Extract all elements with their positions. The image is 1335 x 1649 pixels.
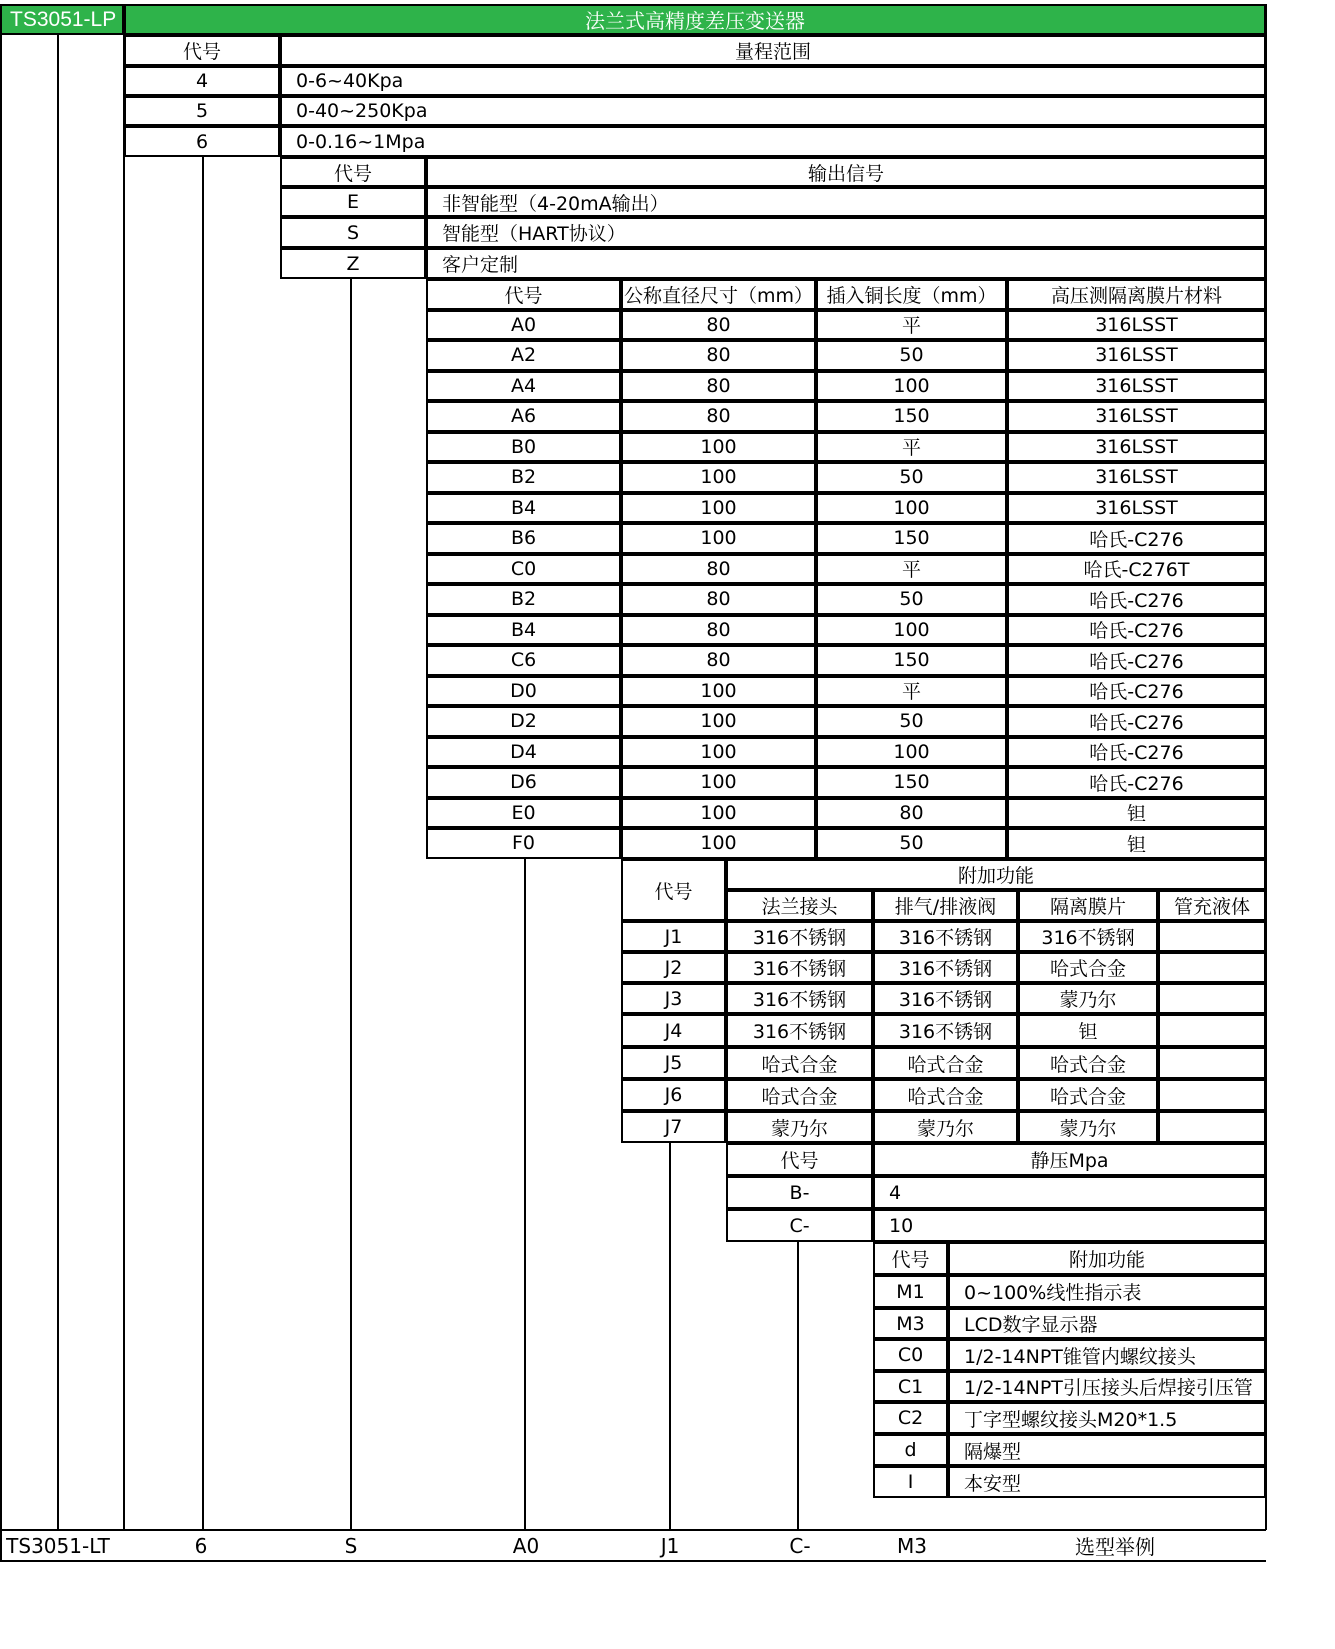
material-value-cell: 316不锈钢 (873, 1014, 1018, 1047)
flange-value-cell: 50 (816, 340, 1007, 371)
flange-value-cell: 80 (621, 401, 816, 432)
page-title: 法兰式高精度差压变送器 (124, 4, 1266, 35)
flange-value-cell: 50 (816, 584, 1007, 615)
connector-line-6 (669, 1143, 671, 1530)
pressure-value-cell: 4 (873, 1176, 1266, 1209)
extra-value-cell: 本安型 (948, 1466, 1266, 1498)
connector-line-4 (350, 279, 352, 1530)
frame-right-line (1265, 4, 1267, 1530)
flange-value-cell: 100 (816, 615, 1007, 646)
flange-value-cell: 哈氏-C276 (1007, 767, 1266, 798)
material-value-cell: 316不锈钢 (726, 921, 873, 952)
flange-value-cell: 100 (621, 737, 816, 768)
flange-code-cell: B6 (426, 523, 621, 554)
material-code-cell: J2 (621, 952, 726, 983)
flange-value-cell: 100 (621, 828, 816, 859)
flange-value-cell: 100 (816, 371, 1007, 402)
connector-line-1 (57, 35, 59, 1530)
example-code-1: TS3051-LT (6, 1533, 110, 1558)
pressure-code-header: 代号 (726, 1143, 873, 1176)
extra-value-cell: 丁字型螺纹接头M20*1.5 (948, 1402, 1266, 1434)
output-value-cell: 客户定制 (426, 248, 1266, 279)
flange-value-cell: 150 (816, 767, 1007, 798)
output-code-header: 代号 (280, 157, 426, 187)
material-value-cell: 哈式合金 (726, 1047, 873, 1079)
flange-value-cell: 平 (816, 310, 1007, 341)
flange-value-cell: 80 (621, 310, 816, 341)
material-value-cell (1158, 952, 1266, 983)
flange-value-cell: 316LSST (1007, 310, 1266, 341)
range-value-cell: 0-0.16~1Mpa (280, 126, 1266, 157)
flange-value-cell: 哈氏-C276 (1007, 584, 1266, 615)
flange-value-cell: 50 (816, 828, 1007, 859)
flange-value-cell: 50 (816, 462, 1007, 493)
flange-code-cell: D6 (426, 767, 621, 798)
example-code-7: M3 (897, 1533, 927, 1558)
range-value-cell: 0-40~250Kpa (280, 96, 1266, 126)
flange-value-cell: 80 (621, 371, 816, 402)
material-value-cell (1158, 1111, 1266, 1143)
pressure-value-cell: 10 (873, 1209, 1266, 1242)
material-header-cell: 法兰接头 (726, 890, 873, 921)
flange-value-cell: 100 (621, 432, 816, 463)
output-value-cell: 智能型（HART协议） (426, 217, 1266, 248)
range-code-header: 代号 (124, 35, 280, 66)
flange-value-cell: 平 (816, 676, 1007, 707)
material-value-cell: 蒙乃尔 (873, 1111, 1018, 1143)
model-code-label: TS3051-LP (0, 4, 124, 35)
flange-code-cell: A6 (426, 401, 621, 432)
flange-value-cell: 哈氏-C276 (1007, 615, 1266, 646)
flange-header-cell: 公称直径尺寸（mm） (621, 279, 816, 310)
material-code-cell: J5 (621, 1047, 726, 1079)
example-code-3: S (344, 1533, 358, 1558)
range-code-cell: 5 (124, 96, 280, 126)
flange-value-cell: 100 (621, 798, 816, 829)
extra-code-cell: d (873, 1434, 948, 1466)
output-code-cell: S (280, 217, 426, 248)
flange-header-cell: 高压测隔离膜片材料 (1007, 279, 1266, 310)
material-value-cell: 哈式合金 (873, 1079, 1018, 1111)
flange-code-cell: D2 (426, 706, 621, 737)
example-code-4: A0 (512, 1533, 540, 1558)
material-value-cell: 316不锈钢 (873, 952, 1018, 983)
flange-value-cell: 150 (816, 523, 1007, 554)
flange-value-cell: 哈氏-C276 (1007, 706, 1266, 737)
material-value-cell: 钽 (1018, 1014, 1158, 1047)
flange-value-cell: 316LSST (1007, 493, 1266, 524)
material-value-cell: 316不锈钢 (726, 983, 873, 1014)
connector-line-7 (797, 1242, 799, 1530)
flange-value-cell: 平 (816, 554, 1007, 585)
example-code-6: C- (789, 1533, 811, 1558)
connector-line-2 (123, 35, 125, 1530)
flange-value-cell: 100 (621, 493, 816, 524)
extra-value-cell: 0~100%线性指示表 (948, 1275, 1266, 1308)
extra-header: 附加功能 (948, 1242, 1266, 1275)
pressure-code-cell: C- (726, 1209, 873, 1242)
flange-value-cell: 150 (816, 401, 1007, 432)
flange-value-cell: 100 (816, 737, 1007, 768)
flange-code-cell: D0 (426, 676, 621, 707)
connector-line-5 (524, 859, 526, 1531)
flange-value-cell: 316LSST (1007, 340, 1266, 371)
range-code-cell: 4 (124, 66, 280, 96)
material-value-cell: 316不锈钢 (726, 952, 873, 983)
flange-value-cell: 哈氏-C276 (1007, 645, 1266, 676)
flange-code-cell: C0 (426, 554, 621, 585)
flange-value-cell: 100 (621, 767, 816, 798)
material-value-cell: 蒙乃尔 (1018, 1111, 1158, 1143)
flange-code-cell: A4 (426, 371, 621, 402)
flange-value-cell: 钽 (1007, 798, 1266, 829)
extra-code-header: 代号 (873, 1242, 948, 1275)
extra-code-cell: C1 (873, 1371, 948, 1402)
connector-line-3 (202, 157, 204, 1530)
material-code-cell: J6 (621, 1079, 726, 1111)
material-value-cell: 蒙乃尔 (1018, 983, 1158, 1014)
flange-code-cell: B4 (426, 615, 621, 646)
flange-value-cell: 平 (816, 432, 1007, 463)
extra-value-cell: 1/2-14NPT引压接头后焊接引压管 (948, 1371, 1266, 1402)
example-label: 选型举例 (1075, 1535, 1155, 1559)
example-code-5: J1 (660, 1533, 680, 1558)
pressure-header: 静压Mpa (873, 1143, 1266, 1176)
extra-code-cell: M3 (873, 1308, 948, 1339)
flange-value-cell: 316LSST (1007, 371, 1266, 402)
material-value-cell (1158, 983, 1266, 1014)
flange-code-cell: A2 (426, 340, 621, 371)
flange-value-cell: 316LSST (1007, 432, 1266, 463)
flange-value-cell: 316LSST (1007, 401, 1266, 432)
material-value-cell: 316不锈钢 (873, 983, 1018, 1014)
output-code-cell: E (280, 187, 426, 217)
flange-value-cell: 100 (621, 523, 816, 554)
frame-left-line (0, 4, 2, 1561)
example-bottom-line (0, 1560, 1266, 1562)
material-value-cell: 哈式合金 (1018, 1047, 1158, 1079)
flange-code-cell: F0 (426, 828, 621, 859)
material-value-cell (1158, 1047, 1266, 1079)
flange-value-cell: 80 (816, 798, 1007, 829)
material-value-cell (1158, 921, 1266, 952)
output-header: 输出信号 (426, 157, 1266, 187)
material-value-cell: 哈式合金 (1018, 1079, 1158, 1111)
flange-code-cell: B0 (426, 432, 621, 463)
material-value-cell: 哈式合金 (1018, 952, 1158, 983)
material-code-cell: J7 (621, 1111, 726, 1143)
material-code-cell: J4 (621, 1014, 726, 1047)
material-code-cell: J1 (621, 921, 726, 952)
range-value-cell: 0-6~40Kpa (280, 66, 1266, 96)
flange-value-cell: 80 (621, 584, 816, 615)
flange-code-cell: B4 (426, 493, 621, 524)
material-code-cell: J3 (621, 983, 726, 1014)
material-value-cell (1158, 1014, 1266, 1047)
extra-code-cell: I (873, 1466, 948, 1498)
flange-value-cell: 钽 (1007, 828, 1266, 859)
extra-code-cell: M1 (873, 1275, 948, 1308)
flange-code-cell: D4 (426, 737, 621, 768)
extra-code-cell: C2 (873, 1402, 948, 1434)
flange-code-cell: A0 (426, 310, 621, 341)
flange-value-cell: 150 (816, 645, 1007, 676)
material-value-cell (1158, 1079, 1266, 1111)
flange-value-cell: 80 (621, 645, 816, 676)
range-header: 量程范围 (280, 35, 1266, 66)
flange-header-cell: 插入铜长度（mm） (816, 279, 1007, 310)
flange-value-cell: 100 (621, 706, 816, 737)
material-value-cell: 316不锈钢 (1018, 921, 1158, 952)
example-code-2: 6 (194, 1533, 208, 1558)
extra-value-cell: 隔爆型 (948, 1434, 1266, 1466)
material-header-cell: 隔离膜片 (1018, 890, 1158, 921)
material-code-header: 代号 (621, 859, 726, 921)
flange-code-cell: E0 (426, 798, 621, 829)
flange-code-cell: B2 (426, 584, 621, 615)
flange-code-cell: C6 (426, 645, 621, 676)
flange-value-cell: 100 (621, 462, 816, 493)
flange-value-cell: 316LSST (1007, 462, 1266, 493)
material-group-header: 附加功能 (726, 859, 1266, 890)
output-value-cell: 非智能型（4-20mA输出） (426, 187, 1266, 217)
flange-code-cell: B2 (426, 462, 621, 493)
flange-value-cell: 50 (816, 706, 1007, 737)
flange-value-cell: 哈氏-C276T (1007, 554, 1266, 585)
flange-value-cell: 哈氏-C276 (1007, 523, 1266, 554)
output-code-cell: Z (280, 248, 426, 279)
material-value-cell: 蒙乃尔 (726, 1111, 873, 1143)
flange-value-cell: 80 (621, 554, 816, 585)
flange-value-cell: 100 (621, 676, 816, 707)
material-value-cell: 316不锈钢 (726, 1014, 873, 1047)
flange-value-cell: 哈氏-C276 (1007, 737, 1266, 768)
extra-code-cell: C0 (873, 1339, 948, 1371)
material-value-cell: 316不锈钢 (873, 921, 1018, 952)
range-code-cell: 6 (124, 126, 280, 157)
flange-value-cell: 80 (621, 615, 816, 646)
flange-header-cell: 代号 (426, 279, 621, 310)
flange-value-cell: 80 (621, 340, 816, 371)
material-value-cell: 哈式合金 (726, 1079, 873, 1111)
flange-value-cell: 哈氏-C276 (1007, 676, 1266, 707)
pressure-code-cell: B- (726, 1176, 873, 1209)
material-value-cell: 哈式合金 (873, 1047, 1018, 1079)
flange-value-cell: 100 (816, 493, 1007, 524)
material-header-cell: 管充液体 (1158, 890, 1266, 921)
extra-value-cell: LCD数字显示器 (948, 1308, 1266, 1339)
material-header-cell: 排气/排液阀 (873, 890, 1018, 921)
extra-value-cell: 1/2-14NPT锥管内螺纹接头 (948, 1339, 1266, 1371)
